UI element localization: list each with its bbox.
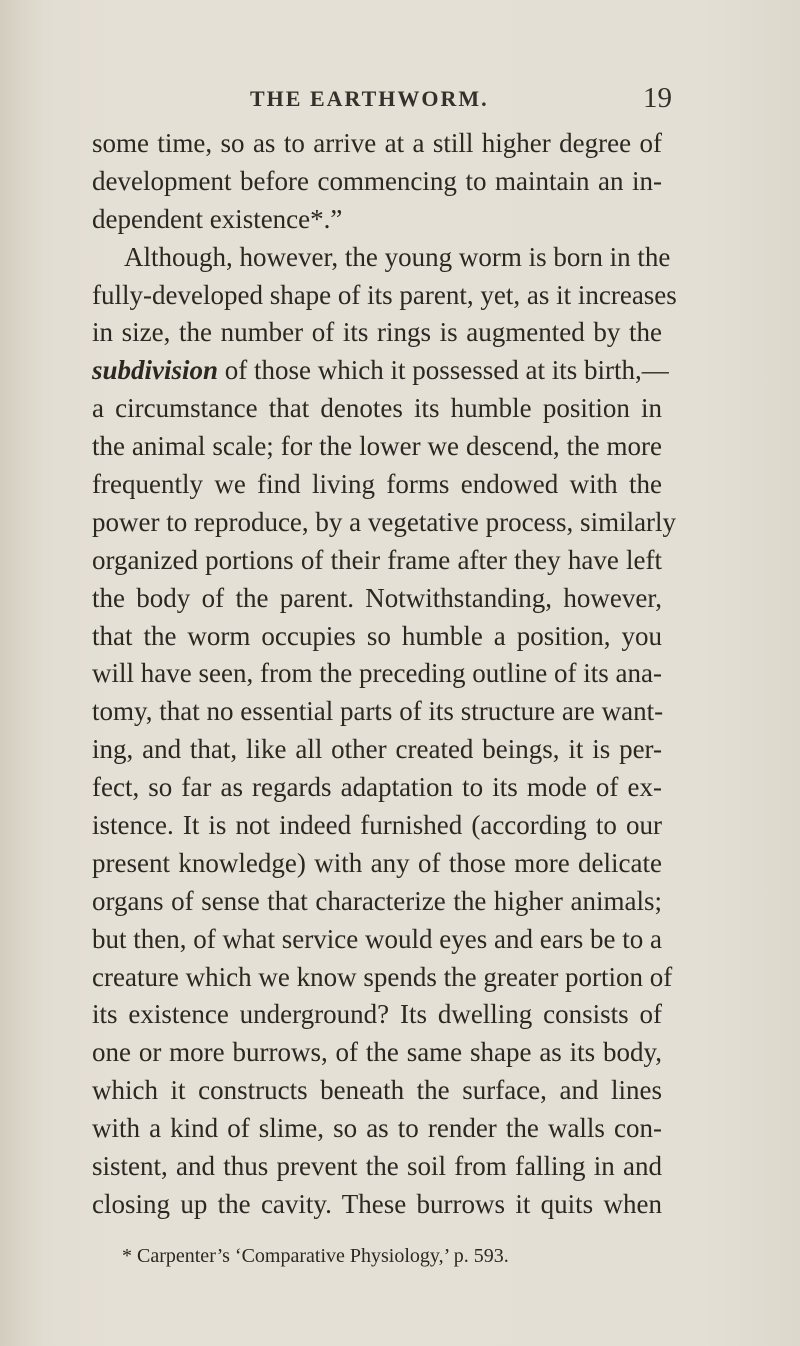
running-head-title: THE EARTHWORM.: [250, 86, 489, 111]
text-line: its existence underground? Its dwelling consists of: [92, 999, 662, 1030]
text-line: the body of the parent. Notwithstanding, however,: [92, 582, 662, 613]
text-line: closing up the cavity. These burrows it quits when: [92, 1188, 662, 1219]
text-line: development before commencing to maintain an in-: [92, 165, 662, 196]
text-line: that the worm occupies so humble a position, you: [92, 620, 662, 651]
text-line: Although, however, the young worm is born in the: [124, 241, 671, 272]
text-line: but then, of what service would eyes and ears be to a: [92, 923, 662, 954]
body-text: [92, 125, 677, 1224]
running-head: [190, 82, 690, 122]
text-line-with-italic: [92, 352, 669, 390]
text-line: present knowledge) with any of those more delicate: [92, 847, 662, 878]
text-line: which it constructs beneath the surface, and lines: [92, 1075, 662, 1106]
text-line: organized portions of their frame after they have left: [92, 544, 662, 575]
text-line: dependent existence*.”: [92, 203, 343, 234]
text-line: some time, so as to arrive at a still higher degree of: [92, 128, 662, 158]
text-line: istence. It is not indeed furnished (according to our: [92, 810, 662, 841]
page-number: 19: [643, 82, 672, 114]
text-line: will have seen, from the preceding outline of its ana-: [92, 658, 662, 689]
italic-word: subdivision: [92, 355, 219, 386]
text-line: tomy, that no essential parts of its structure are want-: [92, 696, 664, 727]
text-line: the animal scale; for the lower we descend, the more: [92, 431, 662, 462]
footnote: * Carpenter’s ‘Comparative Physiology,’ p. 593.: [122, 1245, 509, 1267]
text-line: fect, so far as regards adaptation to its mode of ex-: [92, 772, 662, 803]
text-line: creature which we know spends the greater portion of: [92, 961, 673, 992]
text-line: ing, and that, like all other created beings, it is per-: [92, 734, 662, 765]
text-line: organs of sense that characterize the higher animals;: [92, 885, 662, 916]
text-line: with a kind of slime, so as to render the walls con-: [92, 1113, 662, 1144]
text-line: sistent, and thus prevent the soil from falling in and: [92, 1151, 662, 1182]
text-line-rest: of those which it possessed at its birth,—: [224, 355, 669, 386]
text-line: frequently we find living forms endowed with the: [92, 469, 662, 500]
text-line: fully-developed shape of its parent, yet, as it increases: [92, 279, 677, 310]
text-line: in size, the number of its rings is augmented by the: [92, 317, 662, 348]
text-line: one or more burrows, of the same shape as its body,: [92, 1037, 662, 1068]
text-line: a circumstance that denotes its humble position in: [92, 393, 662, 424]
text-line: power to reproduce, by a vegetative process, similarly: [92, 506, 677, 537]
